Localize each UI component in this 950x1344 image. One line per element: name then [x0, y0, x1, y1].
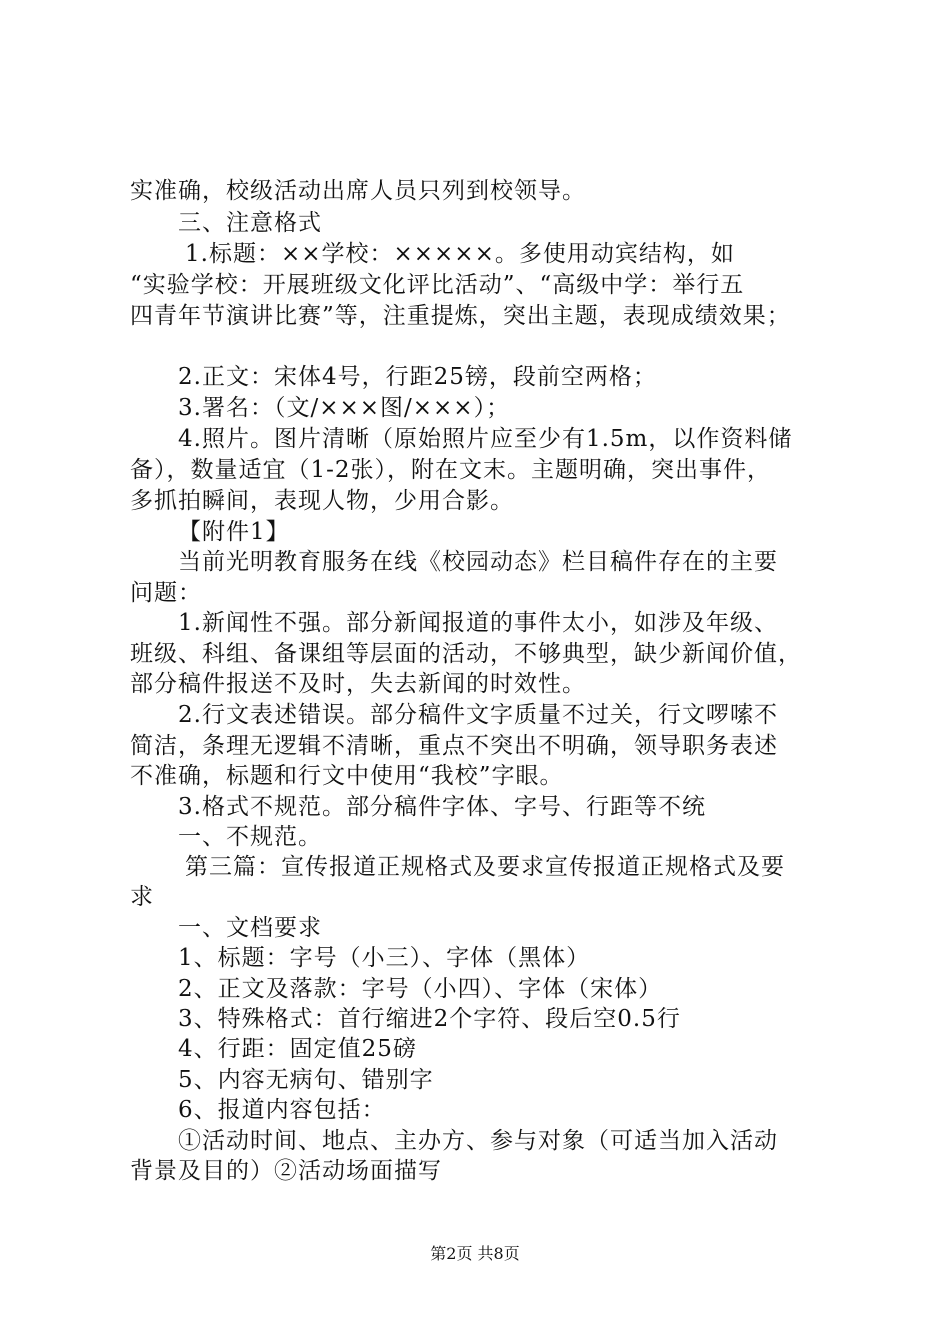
text-line: 2.行文表述错误。部分稿件文字质量不过关，行文啰嗦不 — [178, 702, 778, 728]
text-line: 实准确，校级活动出席人员只列到校领导。 — [130, 178, 586, 204]
text-line: 简洁，条理无逻辑不清晰，重点不突出不明确，领导职务表述 — [130, 733, 778, 759]
text-line: ①活动时间、地点、主办方、参与对象（可适当加入活动 — [178, 1128, 778, 1154]
text-line: 【附件1】 — [178, 519, 290, 545]
text-line: 4、行距：固定值25磅 — [178, 1036, 417, 1062]
text-line: 6、报道内容包括： — [178, 1097, 386, 1123]
text-line: 1.标题：××学校：×××××。多使用动宾结构，如 — [185, 241, 735, 267]
text-line: 班级、科组、备课组等层面的活动，不够典型，缺少新闻价值， — [130, 641, 802, 667]
text-line: 部分稿件报送不及时，失去新闻的时效性。 — [130, 671, 586, 697]
text-line: 3.格式不规范。部分稿件字体、字号、行距等不统 — [178, 794, 706, 820]
text-line: 1、标题：字号（小三）、字体（黑体） — [178, 945, 591, 971]
text-line: “实验学校：开展班级文化评比活动”、“高级中学：举行五 — [130, 272, 745, 298]
text-line: 背景及目的）②活动场面描写 — [130, 1158, 442, 1184]
text-line: 四青年节演讲比赛”等，注重提炼，突出主题，表现成绩效果； — [130, 303, 791, 329]
page-footer: 第2页 共8页 — [430, 1244, 520, 1263]
text-line: 备），数量适宜（1-2张），附在文末。主题明确，突出事件， — [130, 457, 772, 483]
text-line: 问题： — [130, 580, 202, 606]
text-line: 当前光明教育服务在线《校园动态》栏目稿件存在的主要 — [178, 549, 778, 575]
text-line: 1.新闻性不强。部分新闻报道的事件太小，如涉及年级、 — [178, 610, 778, 636]
text-line: 3.署名：（文/×××图/×××）； — [178, 395, 511, 421]
text-line: 2.正文：宋体4号，行距25镑，段前空两格； — [178, 364, 657, 390]
text-line: 一、不规范。 — [178, 824, 322, 850]
text-line: 4.照片。图片清晰（原始照片应至少有1.5m，以作资料储 — [178, 426, 793, 452]
text-line: 多抓拍瞬间，表现人物，少用合影。 — [130, 488, 514, 514]
text-line: 三、注意格式 — [178, 210, 322, 236]
text-line: 2、正文及落款：字号（小四）、字体（宋体） — [178, 976, 663, 1002]
text-line: 5、内容无病句、错别字 — [178, 1067, 434, 1093]
text-line: 一、文档要求 — [178, 915, 322, 941]
text-line: 3、特殊格式：首行缩进2个字符、段后空0.5行 — [178, 1006, 681, 1032]
text-line: 第三篇：宣传报道正规格式及要求宣传报道正规格式及要 — [185, 854, 785, 880]
text-line: 求 — [130, 884, 154, 910]
text-line: 不准确，标题和行文中使用“我校”字眼。 — [130, 763, 564, 789]
